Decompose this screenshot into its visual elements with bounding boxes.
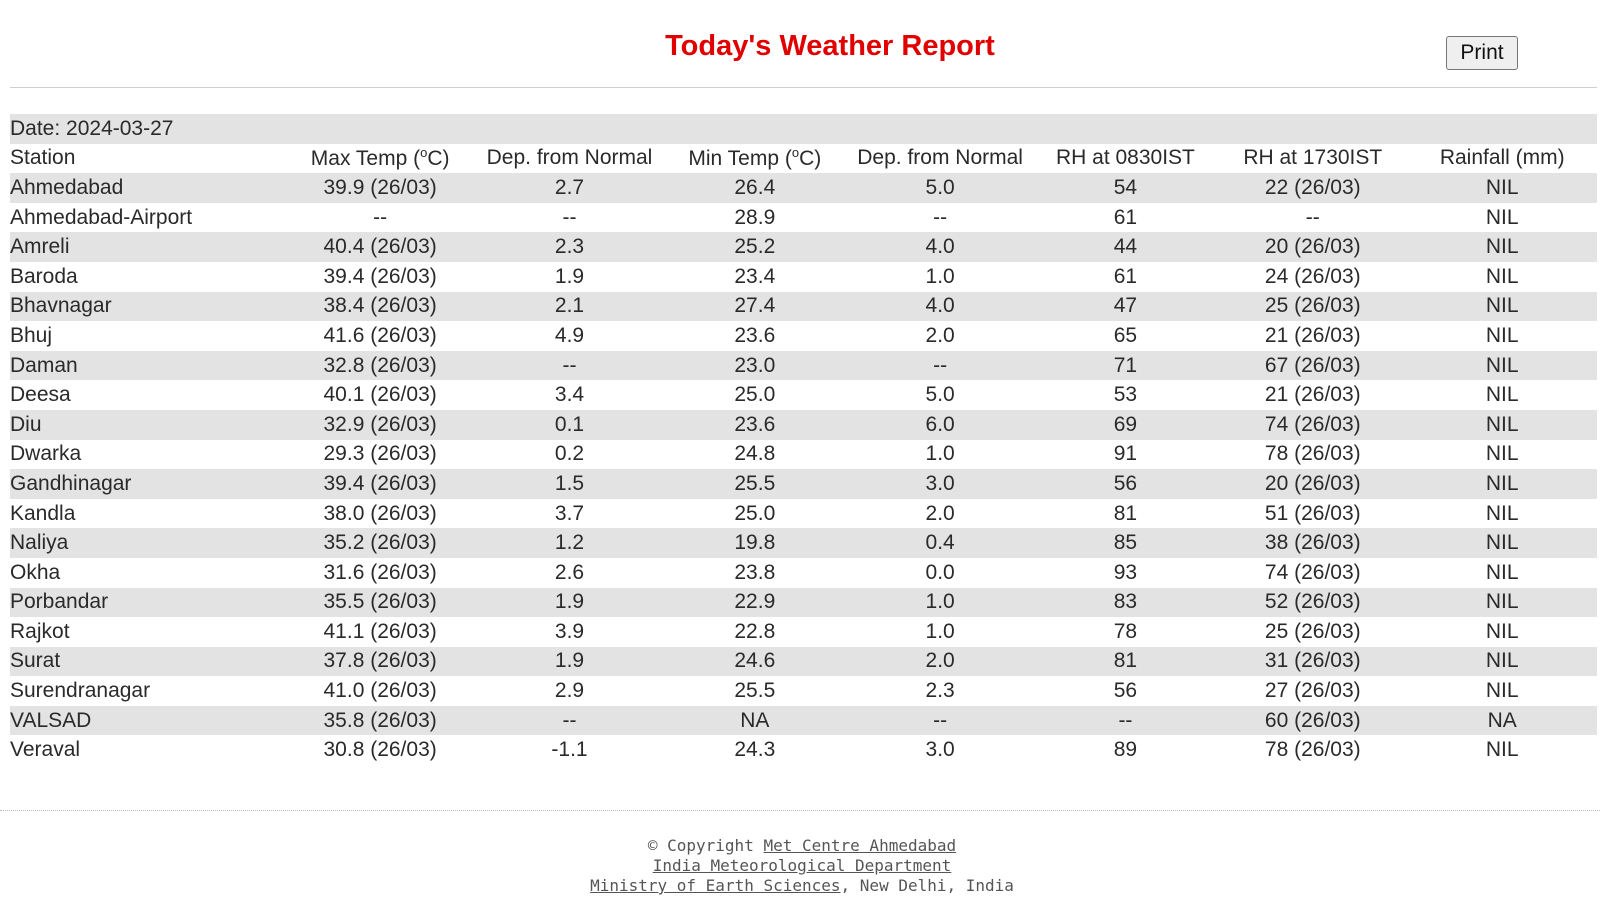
cell-max-dep: 1.9 (477, 262, 662, 292)
cell-max-temp: 40.4 (26/03) (283, 232, 476, 262)
cell-rainfall: NA (1407, 706, 1597, 736)
cell-rh-0830: 56 (1033, 676, 1218, 706)
cell-rh-1730: 78 (26/03) (1218, 440, 1407, 470)
cell-rainfall: NIL (1407, 351, 1597, 381)
cell-rainfall: NIL (1407, 262, 1597, 292)
cell-rainfall: NIL (1407, 232, 1597, 262)
cell-max-temp: 38.4 (26/03) (283, 292, 476, 322)
column-header-rainfall: Rainfall (mm) (1407, 144, 1597, 174)
table-row (10, 321, 1597, 351)
cell-min-temp: NA (662, 706, 847, 736)
cell-max-dep: 2.7 (477, 173, 662, 203)
table-row (10, 676, 1597, 706)
cell-rh-0830: 81 (1033, 499, 1218, 529)
cell-rainfall: NIL (1407, 499, 1597, 529)
cell-station: Gandhinagar (10, 469, 283, 499)
cell-rh-0830: 69 (1033, 410, 1218, 440)
cell-max-temp: 30.8 (26/03) (283, 735, 476, 765)
table-row (10, 647, 1597, 677)
page-title: Today's Weather Report (665, 30, 995, 62)
cell-min-dep: 6.0 (847, 410, 1032, 440)
cell-min-temp: 25.5 (662, 469, 847, 499)
table-row (10, 706, 1597, 736)
cell-rh-0830: 44 (1033, 232, 1218, 262)
location-text: , New Delhi, India (840, 876, 1014, 895)
table-row (10, 558, 1597, 588)
table-row (10, 410, 1597, 440)
cell-rh-1730: 20 (26/03) (1218, 232, 1407, 262)
print-button[interactable]: Print (1446, 36, 1518, 70)
cell-rh-0830: 53 (1033, 380, 1218, 410)
cell-max-dep: 3.4 (477, 380, 662, 410)
cell-rh-1730: 24 (26/03) (1218, 262, 1407, 292)
cell-min-temp: 23.8 (662, 558, 847, 588)
cell-max-temp: -- (283, 203, 476, 233)
table-body (10, 173, 1597, 765)
cell-min-dep: 1.0 (847, 588, 1032, 618)
cell-rh-0830: 91 (1033, 440, 1218, 470)
cell-min-temp: 19.8 (662, 528, 847, 558)
cell-min-dep: 5.0 (847, 173, 1032, 203)
cell-rainfall: NIL (1407, 203, 1597, 233)
cell-max-temp: 39.9 (26/03) (283, 173, 476, 203)
cell-min-dep: 2.0 (847, 499, 1032, 529)
cell-station: Diu (10, 410, 283, 440)
table-row (10, 173, 1597, 203)
cell-max-dep: 0.1 (477, 410, 662, 440)
cell-max-temp: 31.6 (26/03) (283, 558, 476, 588)
cell-max-temp: 41.1 (26/03) (283, 617, 476, 647)
table-row (10, 469, 1597, 499)
cell-min-temp: 25.0 (662, 380, 847, 410)
cell-max-dep: 1.9 (477, 647, 662, 677)
cell-max-temp: 29.3 (26/03) (283, 440, 476, 470)
cell-max-temp: 35.5 (26/03) (283, 588, 476, 618)
cell-min-dep: 3.0 (847, 469, 1032, 499)
cell-rh-0830: 56 (1033, 469, 1218, 499)
cell-min-temp: 25.0 (662, 499, 847, 529)
cell-rainfall: NIL (1407, 410, 1597, 440)
cell-station: Ahmedabad-Airport (10, 203, 283, 233)
cell-station: Surendranagar (10, 676, 283, 706)
cell-rh-0830: 83 (1033, 588, 1218, 618)
cell-station: Naliya (10, 528, 283, 558)
cell-rh-1730: 21 (26/03) (1218, 321, 1407, 351)
cell-rainfall: NIL (1407, 588, 1597, 618)
cell-rh-0830: 93 (1033, 558, 1218, 588)
cell-max-dep: 1.5 (477, 469, 662, 499)
table-row (10, 588, 1597, 618)
cell-min-dep: 2.0 (847, 321, 1032, 351)
cell-rh-1730: 38 (26/03) (1218, 528, 1407, 558)
cell-min-temp: 23.4 (662, 262, 847, 292)
cell-rh-0830: 71 (1033, 351, 1218, 381)
cell-rh-1730: 74 (26/03) (1218, 410, 1407, 440)
cell-rh-0830: 78 (1033, 617, 1218, 647)
column-header-station: Station (10, 144, 283, 174)
cell-station: VALSAD (10, 706, 283, 736)
table-row (10, 499, 1597, 529)
cell-max-dep: 2.6 (477, 558, 662, 588)
cell-max-dep: 1.2 (477, 528, 662, 558)
table-row (10, 292, 1597, 322)
cell-max-temp: 32.8 (26/03) (283, 351, 476, 381)
cell-station: Bhuj (10, 321, 283, 351)
cell-max-temp: 41.0 (26/03) (283, 676, 476, 706)
table-row (10, 351, 1597, 381)
cell-rainfall: NIL (1407, 321, 1597, 351)
cell-rh-1730: 78 (26/03) (1218, 735, 1407, 765)
page-footer (0, 836, 1600, 896)
cell-station: Okha (10, 558, 283, 588)
cell-min-temp: 22.8 (662, 617, 847, 647)
page-header (0, 0, 1600, 88)
cell-station: Deesa (10, 380, 283, 410)
cell-max-dep: -- (477, 203, 662, 233)
cell-station: Veraval (10, 735, 283, 765)
met-centre-link[interactable]: Met Centre Ahmedabad (763, 836, 957, 855)
weather-table-container (10, 114, 1597, 765)
cell-min-dep: 1.0 (847, 440, 1032, 470)
cell-min-dep: 2.3 (847, 676, 1032, 706)
cell-rh-1730: 25 (26/03) (1218, 292, 1407, 322)
table-row (10, 380, 1597, 410)
table-row (10, 617, 1597, 647)
cell-min-temp: 24.8 (662, 440, 847, 470)
table-row (10, 528, 1597, 558)
cell-max-temp: 41.6 (26/03) (283, 321, 476, 351)
cell-station: Ahmedabad (10, 173, 283, 203)
cell-rainfall: NIL (1407, 617, 1597, 647)
cell-max-dep: 4.9 (477, 321, 662, 351)
cell-station: Kandla (10, 499, 283, 529)
cell-rh-0830: 54 (1033, 173, 1218, 203)
degree-sup: o (791, 145, 800, 161)
cell-rainfall: NIL (1407, 735, 1597, 765)
cell-rh-1730: 21 (26/03) (1218, 380, 1407, 410)
cell-rh-0830: 47 (1033, 292, 1218, 322)
cell-rh-1730: 51 (26/03) (1218, 499, 1407, 529)
cell-rh-1730: 60 (26/03) (1218, 706, 1407, 736)
cell-min-dep: 5.0 (847, 380, 1032, 410)
cell-min-temp: 25.2 (662, 232, 847, 262)
cell-rh-1730: 74 (26/03) (1218, 558, 1407, 588)
cell-station: Baroda (10, 262, 283, 292)
cell-min-dep: 0.4 (847, 528, 1032, 558)
cell-min-dep: -- (847, 351, 1032, 381)
cell-rh-1730: 31 (26/03) (1218, 647, 1407, 677)
cell-min-temp: 24.3 (662, 735, 847, 765)
cell-min-dep: -- (847, 203, 1032, 233)
cell-max-temp: 35.2 (26/03) (283, 528, 476, 558)
cell-min-temp: 23.6 (662, 410, 847, 440)
cell-max-temp: 35.8 (26/03) (283, 706, 476, 736)
column-header-rh-1730: RH at 1730IST (1218, 144, 1407, 174)
column-header-max-dep: Dep. from Normal (477, 144, 662, 174)
cell-max-dep: 2.1 (477, 292, 662, 322)
ministry-link[interactable]: Ministry of Earth Sciences (590, 876, 841, 895)
cell-rh-1730: 22 (26/03) (1218, 173, 1407, 203)
cell-max-dep: -- (477, 706, 662, 736)
table-row (10, 262, 1597, 292)
cell-rh-1730: 67 (26/03) (1218, 351, 1407, 381)
cell-max-dep: 3.7 (477, 499, 662, 529)
cell-rainfall: NIL (1407, 292, 1597, 322)
cell-min-dep: 0.0 (847, 558, 1032, 588)
column-header-max-temp: Max Temp ($^o$C) (283, 144, 476, 174)
cell-rainfall: NIL (1407, 380, 1597, 410)
cell-rh-0830: 89 (1033, 735, 1218, 765)
cell-min-dep: 1.0 (847, 617, 1032, 647)
footer-line-1 (4, 836, 1600, 856)
cell-max-dep: 0.2 (477, 440, 662, 470)
cell-rh-1730: -- (1218, 203, 1407, 233)
cell-station: Amreli (10, 232, 283, 262)
degree-sup: o (420, 145, 428, 161)
cell-rh-0830: 85 (1033, 528, 1218, 558)
imd-link[interactable]: India Meteorological Department (652, 856, 952, 875)
cell-max-temp: 37.8 (26/03) (283, 647, 476, 677)
cell-max-dep: 3.9 (477, 617, 662, 647)
cell-rh-1730: 27 (26/03) (1218, 676, 1407, 706)
cell-rh-0830: 81 (1033, 647, 1218, 677)
footer-divider (0, 810, 1600, 811)
cell-min-temp: 28.9 (662, 203, 847, 233)
cell-station: Bhavnagar (10, 292, 283, 322)
column-header-row (10, 144, 1597, 174)
cell-rh-1730: 52 (26/03) (1218, 588, 1407, 618)
cell-station: Surat (10, 647, 283, 677)
footer-line-3 (4, 876, 1600, 896)
cell-min-temp: 24.6 (662, 647, 847, 677)
report-date: Date: 2024-03-27 (10, 114, 1597, 144)
cell-rainfall: NIL (1407, 440, 1597, 470)
cell-min-temp: 25.5 (662, 676, 847, 706)
column-header-min-dep: Dep. from Normal (847, 144, 1032, 174)
cell-rh-0830: 61 (1033, 262, 1218, 292)
cell-min-dep: 2.0 (847, 647, 1032, 677)
cell-max-dep: 2.9 (477, 676, 662, 706)
cell-min-temp: 23.0 (662, 351, 847, 381)
weather-table (10, 114, 1597, 765)
cell-min-dep: 1.0 (847, 262, 1032, 292)
cell-station: Porbandar (10, 588, 283, 618)
cell-rainfall: NIL (1407, 173, 1597, 203)
cell-rh-1730: 25 (26/03) (1218, 617, 1407, 647)
cell-rainfall: NIL (1407, 469, 1597, 499)
cell-rh-1730: 20 (26/03) (1218, 469, 1407, 499)
cell-station: Daman (10, 351, 283, 381)
cell-min-temp: 22.9 (662, 588, 847, 618)
column-header-rh-0830: RH at 0830IST (1033, 144, 1218, 174)
cell-min-temp: 23.6 (662, 321, 847, 351)
cell-max-dep: 2.3 (477, 232, 662, 262)
cell-max-dep: -- (477, 351, 662, 381)
table-row (10, 232, 1597, 262)
cell-max-dep: -1.1 (477, 735, 662, 765)
column-header-min-temp: Min Temp ($^o$C) (662, 144, 847, 174)
header-divider (10, 87, 1597, 88)
cell-max-temp: 32.9 (26/03) (283, 410, 476, 440)
footer-line-2 (4, 856, 1600, 876)
cell-rh-0830: 61 (1033, 203, 1218, 233)
cell-rh-0830: -- (1033, 706, 1218, 736)
cell-station: Rajkot (10, 617, 283, 647)
table-row (10, 203, 1597, 233)
cell-rainfall: NIL (1407, 558, 1597, 588)
table-row (10, 440, 1597, 470)
table-row (10, 735, 1597, 765)
cell-max-temp: 39.4 (26/03) (283, 469, 476, 499)
cell-min-dep: 3.0 (847, 735, 1032, 765)
cell-max-dep: 1.9 (477, 588, 662, 618)
cell-min-temp: 27.4 (662, 292, 847, 322)
cell-rh-0830: 65 (1033, 321, 1218, 351)
copyright-text: © Copyright (647, 836, 754, 855)
cell-max-temp: 40.1 (26/03) (283, 380, 476, 410)
cell-rainfall: NIL (1407, 676, 1597, 706)
cell-max-temp: 39.4 (26/03) (283, 262, 476, 292)
cell-station: Dwarka (10, 440, 283, 470)
cell-min-dep: 4.0 (847, 232, 1032, 262)
cell-rainfall: NIL (1407, 528, 1597, 558)
cell-max-temp: 38.0 (26/03) (283, 499, 476, 529)
cell-min-temp: 26.4 (662, 173, 847, 203)
cell-rainfall: NIL (1407, 647, 1597, 677)
date-row (10, 114, 1597, 144)
cell-min-dep: -- (847, 706, 1032, 736)
cell-min-dep: 4.0 (847, 292, 1032, 322)
